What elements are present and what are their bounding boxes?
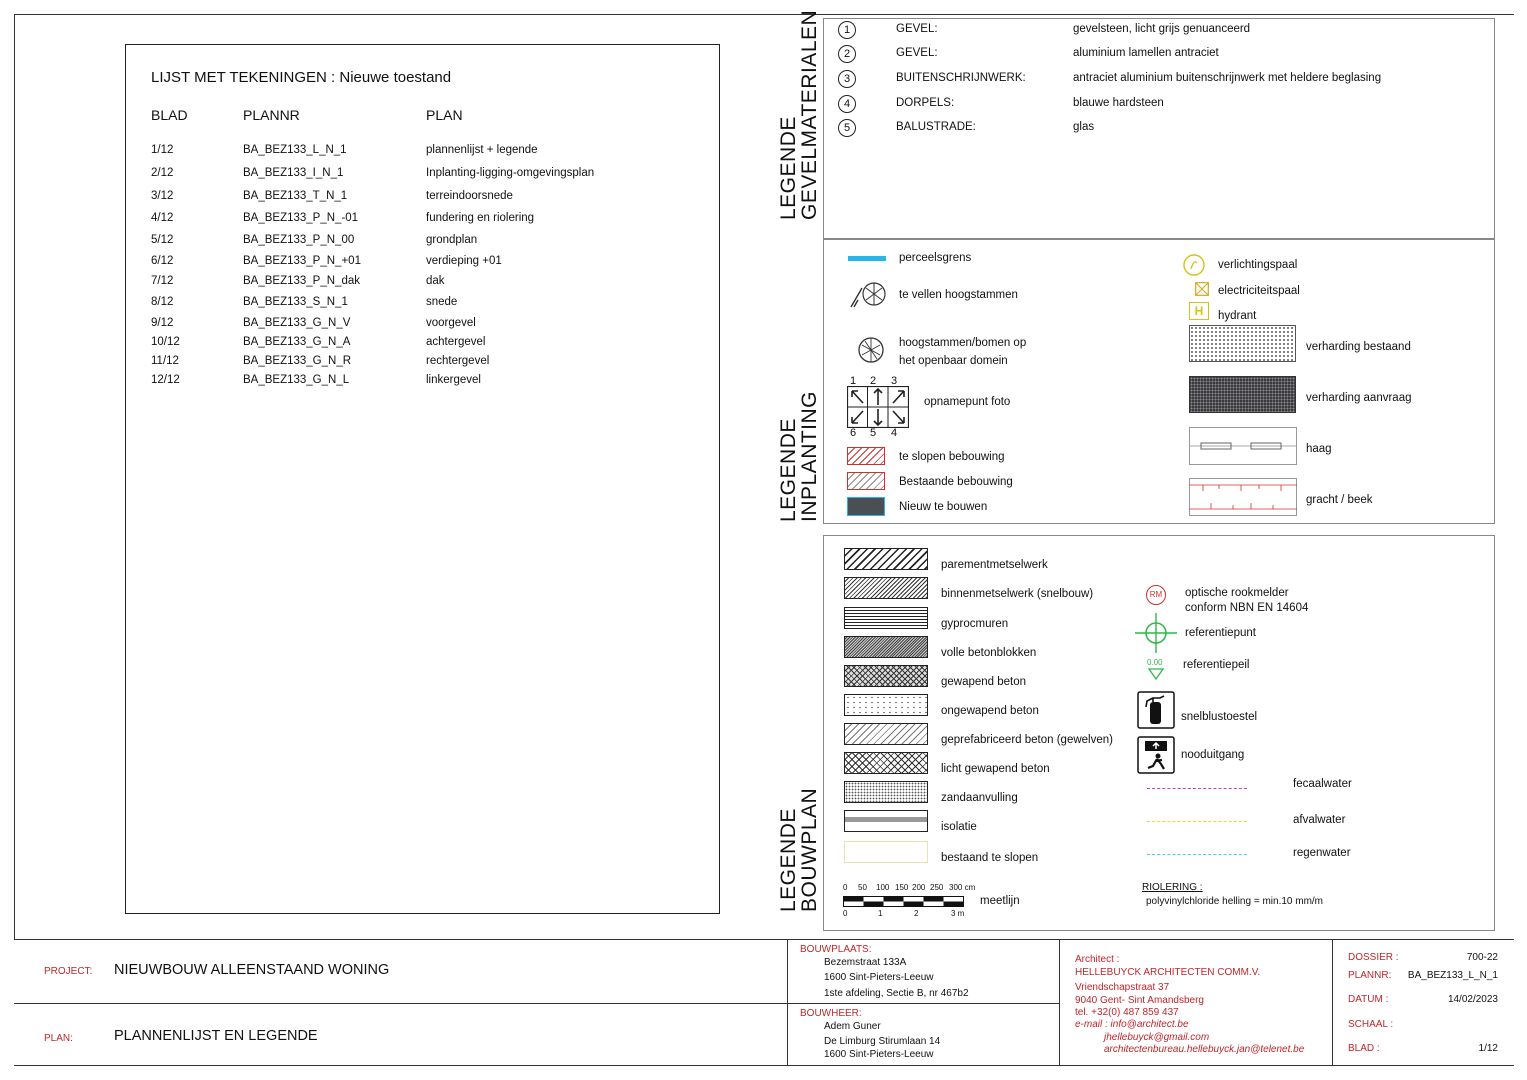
- scale-label: 250: [930, 883, 944, 892]
- scale-label: 0: [843, 909, 848, 918]
- bouwplan-material-label: bestaand te slopen: [941, 852, 1039, 864]
- drawing-row-plan: voorgevel: [426, 317, 476, 329]
- drawing-row-plan: rechtergevel: [426, 355, 490, 367]
- dossier-value: 700-22: [1466, 952, 1498, 963]
- tree-public-icon: [856, 335, 886, 365]
- material-label: DORPELS:: [896, 97, 955, 109]
- drawing-row-blad: 3/12: [151, 190, 174, 202]
- drawing-row-blad: 8/12: [151, 296, 174, 308]
- drawing-list-panel: [125, 44, 720, 914]
- drawing-row-blad: 4/12: [151, 212, 174, 224]
- material-label: GEVEL:: [896, 23, 938, 35]
- bouwplan-material-label: ongewapend beton: [941, 705, 1039, 717]
- drawing-row-blad: 11/12: [151, 355, 179, 367]
- riolering-title: RIOLERING :: [1142, 882, 1203, 893]
- legend-inplanting-title: LEGENDE INPLANTING: [777, 390, 821, 522]
- drawing-row-plannr: BA_BEZ133_P_N_-01: [243, 212, 359, 224]
- title-divider-v1: [787, 939, 788, 1066]
- material-label: GEVEL:: [896, 47, 938, 59]
- te-vellen-label: te vellen hoogstammen: [899, 289, 1018, 301]
- bouwplan-material-label: zandaanvulling: [941, 792, 1018, 804]
- sheet-top-border: [14, 14, 1514, 15]
- header-blad: BLAD: [151, 107, 188, 123]
- sheet-left-border: [14, 14, 15, 939]
- verharding-bestaand-label: verharding bestaand: [1306, 341, 1411, 353]
- nieuw-label: Nieuw te bouwen: [899, 501, 988, 513]
- gracht-swatch: [1189, 478, 1297, 516]
- drawing-row-plan: verdieping +01: [426, 255, 502, 267]
- scale-label: 300 cm: [949, 883, 976, 892]
- drawing-row-blad: 10/12: [151, 336, 180, 348]
- architect-line-1: Vriendschapstraat 37: [1075, 982, 1170, 993]
- drawing-row-blad: 5/12: [151, 234, 174, 246]
- nieuw-swatch: [847, 497, 885, 516]
- drawing-row-plannr: BA_BEZ133_P_N_dak: [243, 275, 360, 287]
- perceelsgrens-line: [848, 256, 886, 261]
- tree-felled-icon: [848, 280, 888, 310]
- drawing-row-plan: dak: [426, 275, 445, 287]
- architect-email-1: e-mail : info@architect.be: [1075, 1019, 1189, 1030]
- bouwplan-material-label: gewapend beton: [941, 676, 1027, 688]
- drawing-row-plannr: BA_BEZ133_G_N_L: [243, 374, 350, 386]
- afvalwater-label: afvalwater: [1293, 814, 1346, 826]
- bouwplan-swatch: [844, 607, 928, 629]
- material-value: gevelsteen, licht grijs genuanceerd: [1073, 23, 1251, 35]
- drawing-row-blad: 12/12: [151, 374, 180, 386]
- bouwplan-swatch: [844, 694, 928, 716]
- material-value: blauwe hardsteen: [1073, 97, 1164, 109]
- material-label: BUITENSCHRIJNWERK:: [896, 72, 1026, 84]
- opnamepunt-label: opnamepunt foto: [924, 396, 1011, 408]
- bouwplan-material-label: gyprocmuren: [941, 618, 1009, 630]
- drawing-row-plan: snede: [426, 296, 458, 308]
- material-number-icon: 2: [838, 45, 856, 63]
- scale-label: 2: [914, 909, 919, 918]
- architect-email-2: jhellebuyck@gmail.com: [1104, 1032, 1210, 1043]
- bouwplan-swatch: [844, 577, 928, 599]
- drawing-row-blad: 9/12: [151, 317, 174, 329]
- architect-line-3: tel. +32(0) 487 859 437: [1075, 1007, 1179, 1018]
- rookmelder-label-1: optische rookmelder: [1185, 587, 1289, 599]
- regenwater-label: regenwater: [1293, 847, 1351, 859]
- verharding-aanvraag-label: verharding aanvraag: [1306, 392, 1412, 404]
- meetlijn-label: meetlijn: [980, 895, 1020, 907]
- bouwplan-swatch: [844, 636, 928, 658]
- bouwplan-material-label: geprefabriceerd beton (gewelven): [941, 734, 1113, 746]
- material-number-icon: 1: [838, 21, 856, 39]
- drawing-row-plan: achtergevel: [426, 336, 486, 348]
- bouwplan-swatch: [844, 548, 928, 570]
- bouwplan-material-label: licht gewapend beton: [941, 763, 1050, 775]
- drawing-row-blad: 7/12: [151, 275, 174, 287]
- drawing-row-plan: terreindoorsnede: [426, 190, 513, 202]
- perceelsgrens-label: perceelsgrens: [899, 252, 972, 264]
- bouwplaats-label: BOUWPLAATS:: [800, 944, 872, 955]
- bouwheer-line-3: 1600 Sint-Pieters-Leeuw: [824, 1049, 934, 1060]
- snelblustoestel-label: snelblustoestel: [1181, 711, 1258, 723]
- bestaande-swatch: [847, 472, 885, 490]
- drawing-row-plannr: BA_BEZ133_G_N_R: [243, 355, 352, 367]
- hoogstammen-label-1: hoogstammen/bomen op: [899, 337, 1027, 349]
- architect-name: HELLEBUYCK ARCHITECTEN COMM.V.: [1075, 967, 1261, 978]
- gracht-label: gracht / beek: [1306, 494, 1373, 506]
- drawing-row-plannr: BA_BEZ133_S_N_1: [243, 296, 348, 308]
- haag-swatch: [1189, 427, 1297, 465]
- bouwplaats-line-2: 1600 Sint-Pieters-Leeuw: [824, 972, 934, 983]
- plannr-value: BA_BEZ133_L_N_1: [1407, 970, 1498, 981]
- rookmelder-label-2: conform NBN EN 14604: [1185, 602, 1309, 614]
- drawing-row-plan: plannenlijst + legende: [426, 144, 538, 156]
- drawing-list-title: LIJST MET TEKENINGEN : Nieuwe toestand: [151, 69, 452, 86]
- nooduitgang-label: nooduitgang: [1181, 749, 1245, 761]
- drawing-row-plannr: BA_BEZ133_G_N_V: [243, 317, 351, 329]
- material-label: BALUSTRADE:: [896, 121, 976, 133]
- dossier-label: DOSSIER :: [1348, 952, 1399, 963]
- material-value: antraciet aluminium buitenschrijnwerk met heldere beglasing: [1073, 72, 1382, 84]
- blad-value: 1/12: [1478, 1043, 1498, 1054]
- drawing-row-blad: 6/12: [151, 255, 174, 267]
- photo-number: 5: [870, 427, 877, 439]
- te-slopen-swatch: [847, 447, 885, 465]
- drawing-row-plannr: BA_BEZ133_T_N_1: [243, 190, 348, 202]
- drawing-row-plan: Inplanting-ligging-omgevingsplan: [426, 167, 595, 179]
- scale-label: 50: [858, 883, 867, 892]
- drawing-row-plan: linkergevel: [426, 374, 481, 386]
- plan-value: PLANNENLIJST EN LEGENDE: [114, 1028, 318, 1044]
- material-value: aluminium lamellen antraciet: [1073, 47, 1219, 59]
- scale-bar: [843, 896, 965, 908]
- bouwplan-material-label: binnenmetselwerk (snelbouw): [941, 588, 1094, 600]
- legend-bouwplan-title: LEGENDE BOUWPLAN: [777, 787, 821, 912]
- drawing-row-plannr: BA_BEZ133_G_N_A: [243, 336, 351, 348]
- verharding-aanvraag-swatch: [1189, 376, 1296, 413]
- rookmelder-icon: RM: [1146, 585, 1166, 605]
- fire-extinguisher-icon: [1137, 691, 1175, 729]
- header-plan: PLAN: [426, 107, 463, 123]
- material-value: glas: [1073, 121, 1095, 133]
- scale-label: 1: [878, 909, 883, 918]
- referentiepeil-label: referentiepeil: [1183, 659, 1250, 671]
- datum-label: DATUM :: [1348, 994, 1389, 1005]
- drawing-row-plannr: BA_BEZ133_P_N_+01: [243, 255, 361, 267]
- bouwplan-swatch: [844, 665, 928, 687]
- plannr-label: PLANNR:: [1348, 970, 1392, 981]
- hydrant-label: hydrant: [1218, 310, 1257, 322]
- referentiepunt-icon: [1135, 613, 1177, 653]
- drawing-row-plannr: BA_BEZ133_I_N_1: [243, 167, 344, 179]
- architect-email-3: architectenbureau.hellebuyck.jan@telenet.be: [1104, 1044, 1305, 1055]
- peil-value: 0.00: [1147, 658, 1163, 667]
- te-slopen-label: te slopen bebouwing: [899, 451, 1005, 463]
- material-number-icon: 4: [838, 95, 856, 113]
- bouwplan-swatch: [844, 752, 928, 774]
- drawing-row-plan: grondplan: [426, 234, 478, 246]
- hydrant-icon: H: [1189, 302, 1209, 320]
- bouwplan-swatch: [844, 810, 928, 832]
- bouwplan-material-label: isolatie: [941, 821, 977, 833]
- photo-number: 4: [891, 427, 898, 439]
- riolering-text: polyvinylchloride helling = min.10 mm/m: [1146, 896, 1324, 907]
- material-number-icon: 3: [838, 70, 856, 88]
- lamp-post-icon: [1182, 253, 1206, 277]
- hoogstammen-label-2: het openbaar domein: [899, 355, 1008, 367]
- photo-number: 1: [850, 375, 857, 387]
- referentiepeil-icon: [1148, 668, 1164, 680]
- blad-label: BLAD :: [1348, 1043, 1380, 1054]
- schaal-label: SCHAAL :: [1348, 1019, 1394, 1030]
- drawing-row-blad: 2/12: [151, 167, 174, 179]
- project-value: NIEUWBOUW ALLEENSTAAND WONING: [114, 962, 390, 978]
- bouwheer-label: BOUWHEER:: [800, 1008, 862, 1019]
- electriciteitspaal-label: electriciteitspaal: [1218, 285, 1300, 297]
- drawing-row-plan: fundering en riolering: [426, 212, 535, 224]
- scale-label: 200: [912, 883, 926, 892]
- bouwplan-material-label: parementmetselwerk: [941, 559, 1048, 571]
- fecaalwater-label: fecaalwater: [1293, 778, 1352, 790]
- scale-label: 100: [876, 883, 890, 892]
- datum-value: 14/02/2023: [1447, 994, 1498, 1005]
- fecaalwater-line: [1147, 788, 1247, 789]
- afvalwater-line: [1147, 821, 1247, 822]
- bouwplan-material-label: volle betonblokken: [941, 647, 1037, 659]
- photo-number: 6: [850, 427, 857, 439]
- plan-label: PLAN:: [44, 1033, 73, 1044]
- legend-materials-title: LEGENDE GEVELMATERIALEN: [777, 9, 821, 220]
- material-number-icon: 5: [838, 119, 856, 137]
- electricity-pole-icon: [1195, 282, 1209, 296]
- bouwplan-swatch: [844, 723, 928, 745]
- photo-number: 3: [891, 375, 898, 387]
- project-label: PROJECT:: [44, 966, 93, 977]
- photo-direction-icon: [847, 386, 909, 428]
- referentiepunt-label: referentiepunt: [1185, 627, 1256, 639]
- drawing-row-plannr: BA_BEZ133_L_N_1: [243, 144, 347, 156]
- header-plannr: PLANNR: [243, 107, 300, 123]
- verharding-bestaand-swatch: [1189, 325, 1296, 362]
- haag-label: haag: [1306, 443, 1332, 455]
- photo-number: 2: [870, 375, 877, 387]
- verlichtingspaal-label: verlichtingspaal: [1218, 259, 1298, 271]
- emergency-exit-icon: [1137, 736, 1175, 774]
- title-divider-v2: [1059, 939, 1060, 1066]
- regenwater-line: [1147, 854, 1247, 855]
- title-divider-v3: [1332, 939, 1333, 1066]
- scale-label: 3 m: [951, 909, 965, 918]
- bouwplan-swatch: [844, 841, 928, 863]
- architect-label: Architect :: [1075, 954, 1120, 965]
- bestaande-label: Bestaande bebouwing: [899, 476, 1013, 488]
- drawing-row-plannr: BA_BEZ133_P_N_00: [243, 234, 355, 246]
- bouwheer-line-1: Adem Guner: [824, 1021, 881, 1032]
- bouwplaats-line-3: 1ste afdeling, Sectie B, nr 467b2: [824, 988, 969, 999]
- scale-label: 150: [895, 883, 909, 892]
- bouwplaats-line-1: Bezemstraat 133A: [824, 957, 907, 968]
- architect-line-2: 9040 Gent- Sint Amandsberg: [1075, 995, 1204, 1006]
- title-divider-h: [14, 1003, 1059, 1004]
- drawing-row-blad: 1/12: [151, 144, 174, 156]
- bouwheer-line-2: De Limburg Stirumlaan 14: [824, 1036, 941, 1047]
- bouwplan-swatch: [844, 781, 928, 803]
- scale-label: 0: [843, 883, 848, 892]
